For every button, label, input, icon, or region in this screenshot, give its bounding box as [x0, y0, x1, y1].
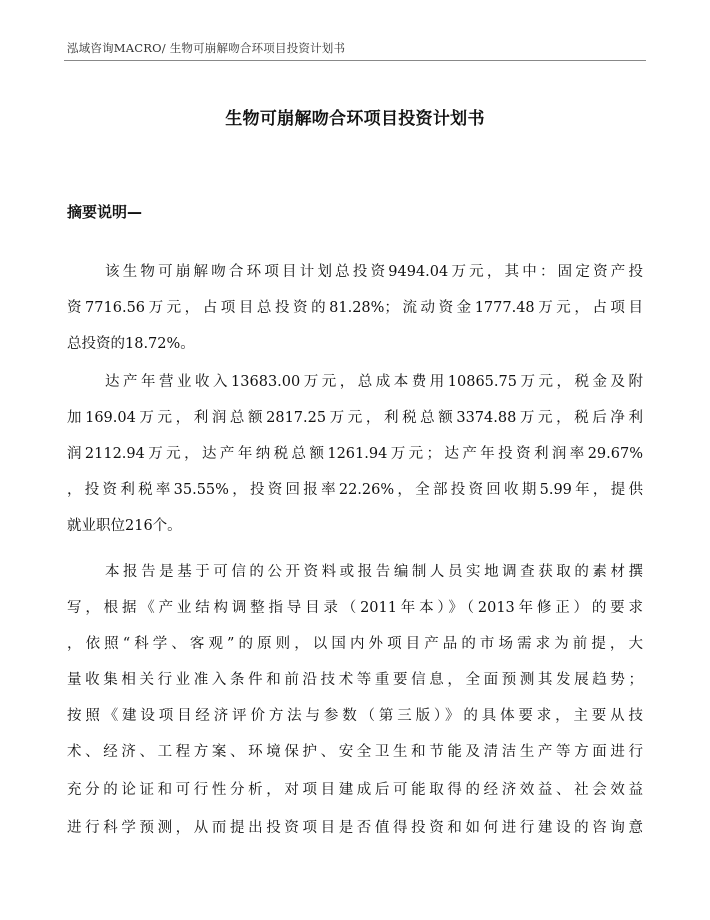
- section-heading: 摘要说明—: [67, 203, 143, 221]
- paragraph-line: 量收集相关行业准入条件和前沿技术等重要信息，全面预测其发展趋势；: [67, 672, 643, 688]
- paragraph-line: ，投资利税率35.55%，投资回报率22.26%，全部投资回收期5.99年，提供: [67, 482, 643, 498]
- paragraph-line: 达产年营业收入13683.00万元，总成本费用10865.75万元，税金及附: [105, 374, 643, 390]
- paragraph-line: 进行科学预测，从而提出投资项目是否值得投资和如何进行建设的咨询意: [67, 820, 643, 836]
- paragraph-line: 写，根据《产业结构调整指导目录（2011年本）》（2013年修正）的要求: [67, 600, 643, 616]
- paragraph-line: 按照《建设项目经济评价方法与参数（第三版）》的具体要求，主要从技: [67, 708, 643, 724]
- running-header: 泓域咨询MACRO/ 生物可崩解吻合环项目投资计划书: [67, 41, 346, 55]
- paragraph-line: 加169.04万元，利润总额2817.25万元，利税总额3374.88万元，税后净利: [67, 410, 643, 426]
- paragraph-line: 该生物可崩解吻合环项目计划总投资9494.04万元，其中：固定资产投: [105, 264, 643, 280]
- document-title: 生物可崩解吻合环项目投资计划书: [225, 109, 485, 129]
- paragraph-line: ，依照“科学、客观”的原则，以国内外项目产品的市场需求为前提，大: [67, 636, 643, 652]
- paragraph-line: 充分的论证和可行性分析，对项目建成后可能取得的经济效益、社会效益: [67, 782, 643, 798]
- header-divider: [64, 60, 646, 61]
- paragraph-line: 润2112.94万元，达产年纳税总额1261.94万元；达产年投资利润率29.67%: [67, 446, 643, 462]
- paragraph-line: 术、经济、工程方案、环境保护、安全卫生和节能及清洁生产等方面进行: [67, 744, 643, 760]
- paragraph-line: 资7716.56万元，占项目总投资的81.28%；流动资金1777.48万元，占项目: [67, 300, 643, 316]
- paragraph-line: 总投资的18.72%。: [67, 336, 195, 352]
- paragraph-line: 本报告是基于可信的公开资料或报告编制人员实地调查获取的素材撰: [105, 564, 643, 580]
- paragraph-line: 就业职位216个。: [67, 518, 182, 534]
